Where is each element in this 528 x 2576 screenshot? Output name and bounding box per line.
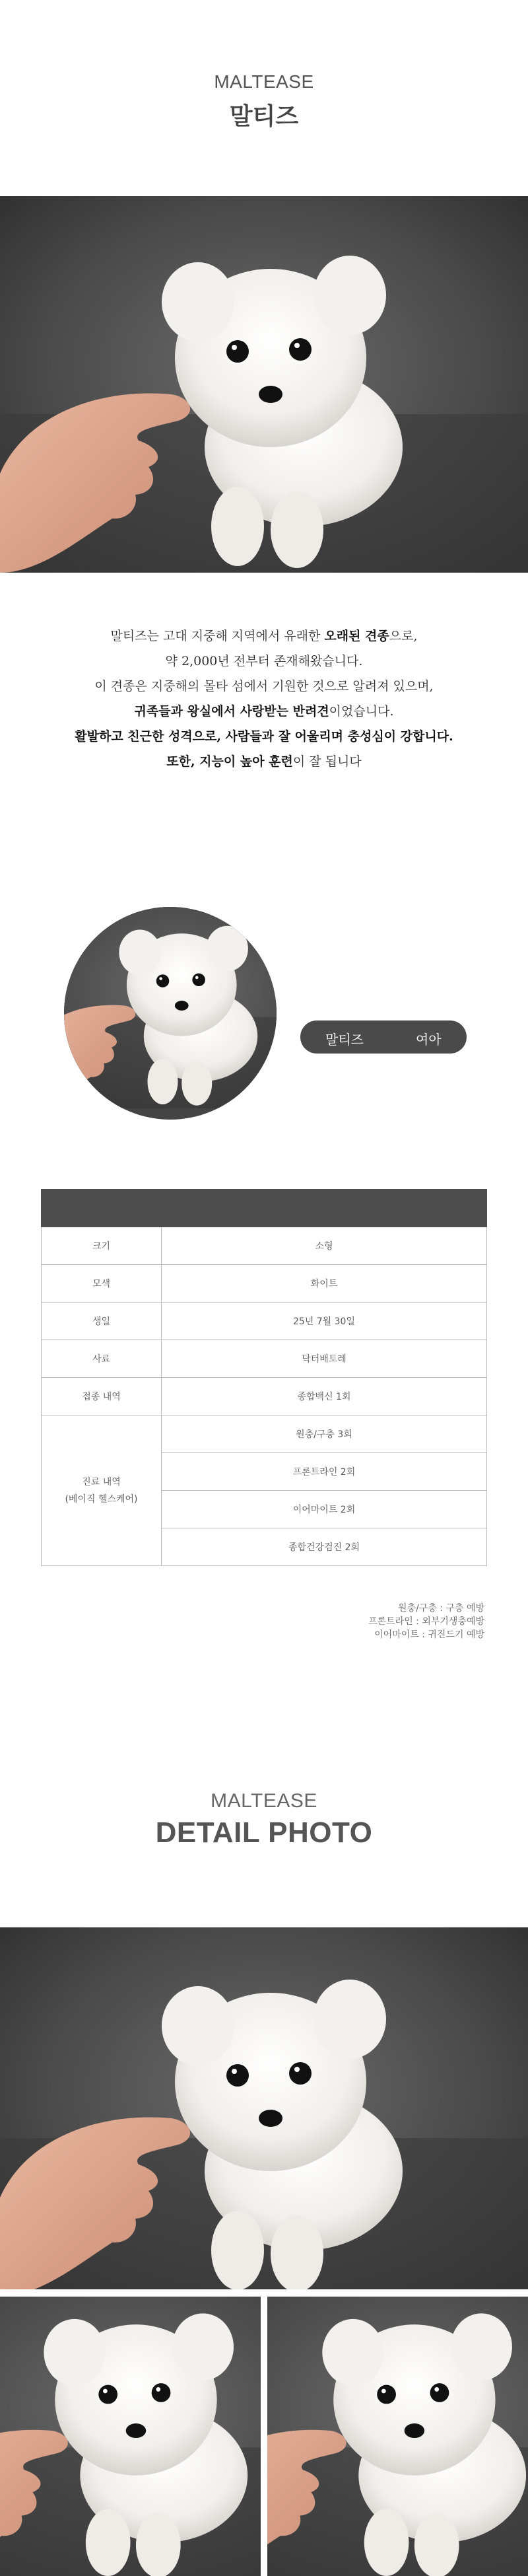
detail-photo-right <box>267 2297 528 2576</box>
desc-line-6: 또한, 지능이 높아 훈련이 잘 됩니다 <box>166 754 362 769</box>
intro-title-ko: 말티즈 <box>229 103 299 130</box>
table-row: 진료 내역 (베이직 헬스케어) 원충/구충 3회 <box>42 1415 487 1453</box>
intro-title-en: MALTEASE <box>214 71 314 92</box>
table-row: 이어마이트 2회 <box>42 1491 487 1528</box>
intro-header <box>0 71 528 131</box>
detail-title-big: DETAIL PHOTO <box>155 1816 373 1849</box>
table-row: 크기 소형 <box>42 1227 487 1265</box>
note-line: 원충/구충 : 구충 예방 <box>398 1603 484 1614</box>
detail-title-en: MALTEASE <box>211 1790 317 1812</box>
table-header-row <box>42 1190 487 1227</box>
desc-line-2: 약 2,000년 전부터 존재해왔습니다. <box>165 654 363 668</box>
gender-label: 여아 <box>416 1032 442 1048</box>
profile-puppy-photo <box>64 907 277 1120</box>
table-row: 종합건강검진 2회 <box>42 1528 487 1566</box>
table-row: 모색 화이트 <box>42 1265 487 1303</box>
desc-line-4: 귀족들과 왕실에서 사랑받는 반려견이었습니다. <box>134 704 394 719</box>
breed-label: 말티즈 <box>325 1032 364 1048</box>
table-row: 사료 닥터배토레 <box>42 1340 487 1378</box>
hero-puppy-photo <box>0 196 528 573</box>
care-notes <box>368 1602 484 1641</box>
desc-line-5: 활발하고 친근한 성격으로, 사람들과 잘 어울리며 충성심이 강합니다. <box>75 729 453 744</box>
desc-line-3: 이 견종은 지중해의 몰타 섬에서 기원한 것으로 알려져 있으며, <box>94 679 434 694</box>
note-line: 이어마이트 : 귀진드기 예방 <box>374 1629 484 1640</box>
detail-photo-large <box>0 1927 528 2289</box>
care-history-label: 진료 내역 (베이직 헬스케어) <box>42 1415 162 1566</box>
table-row: 생일 25년 7월 30일 <box>42 1303 487 1340</box>
detail-header <box>0 1790 528 1849</box>
table-row: 프론트라인 2회 <box>42 1453 487 1491</box>
detail-photo-left <box>0 2297 261 2576</box>
puppy-spec-table <box>41 1189 487 1566</box>
breed-description <box>0 624 528 774</box>
desc-line-1: 말티즈는 고대 지중해 지역에서 유래한 오래된 견종으로, <box>110 629 418 643</box>
note-line: 프론트라인 : 외부기생충예방 <box>368 1616 484 1627</box>
breed-gender-pill <box>300 1020 467 1054</box>
table-row: 접종 내역 종합백신 1회 <box>42 1378 487 1415</box>
